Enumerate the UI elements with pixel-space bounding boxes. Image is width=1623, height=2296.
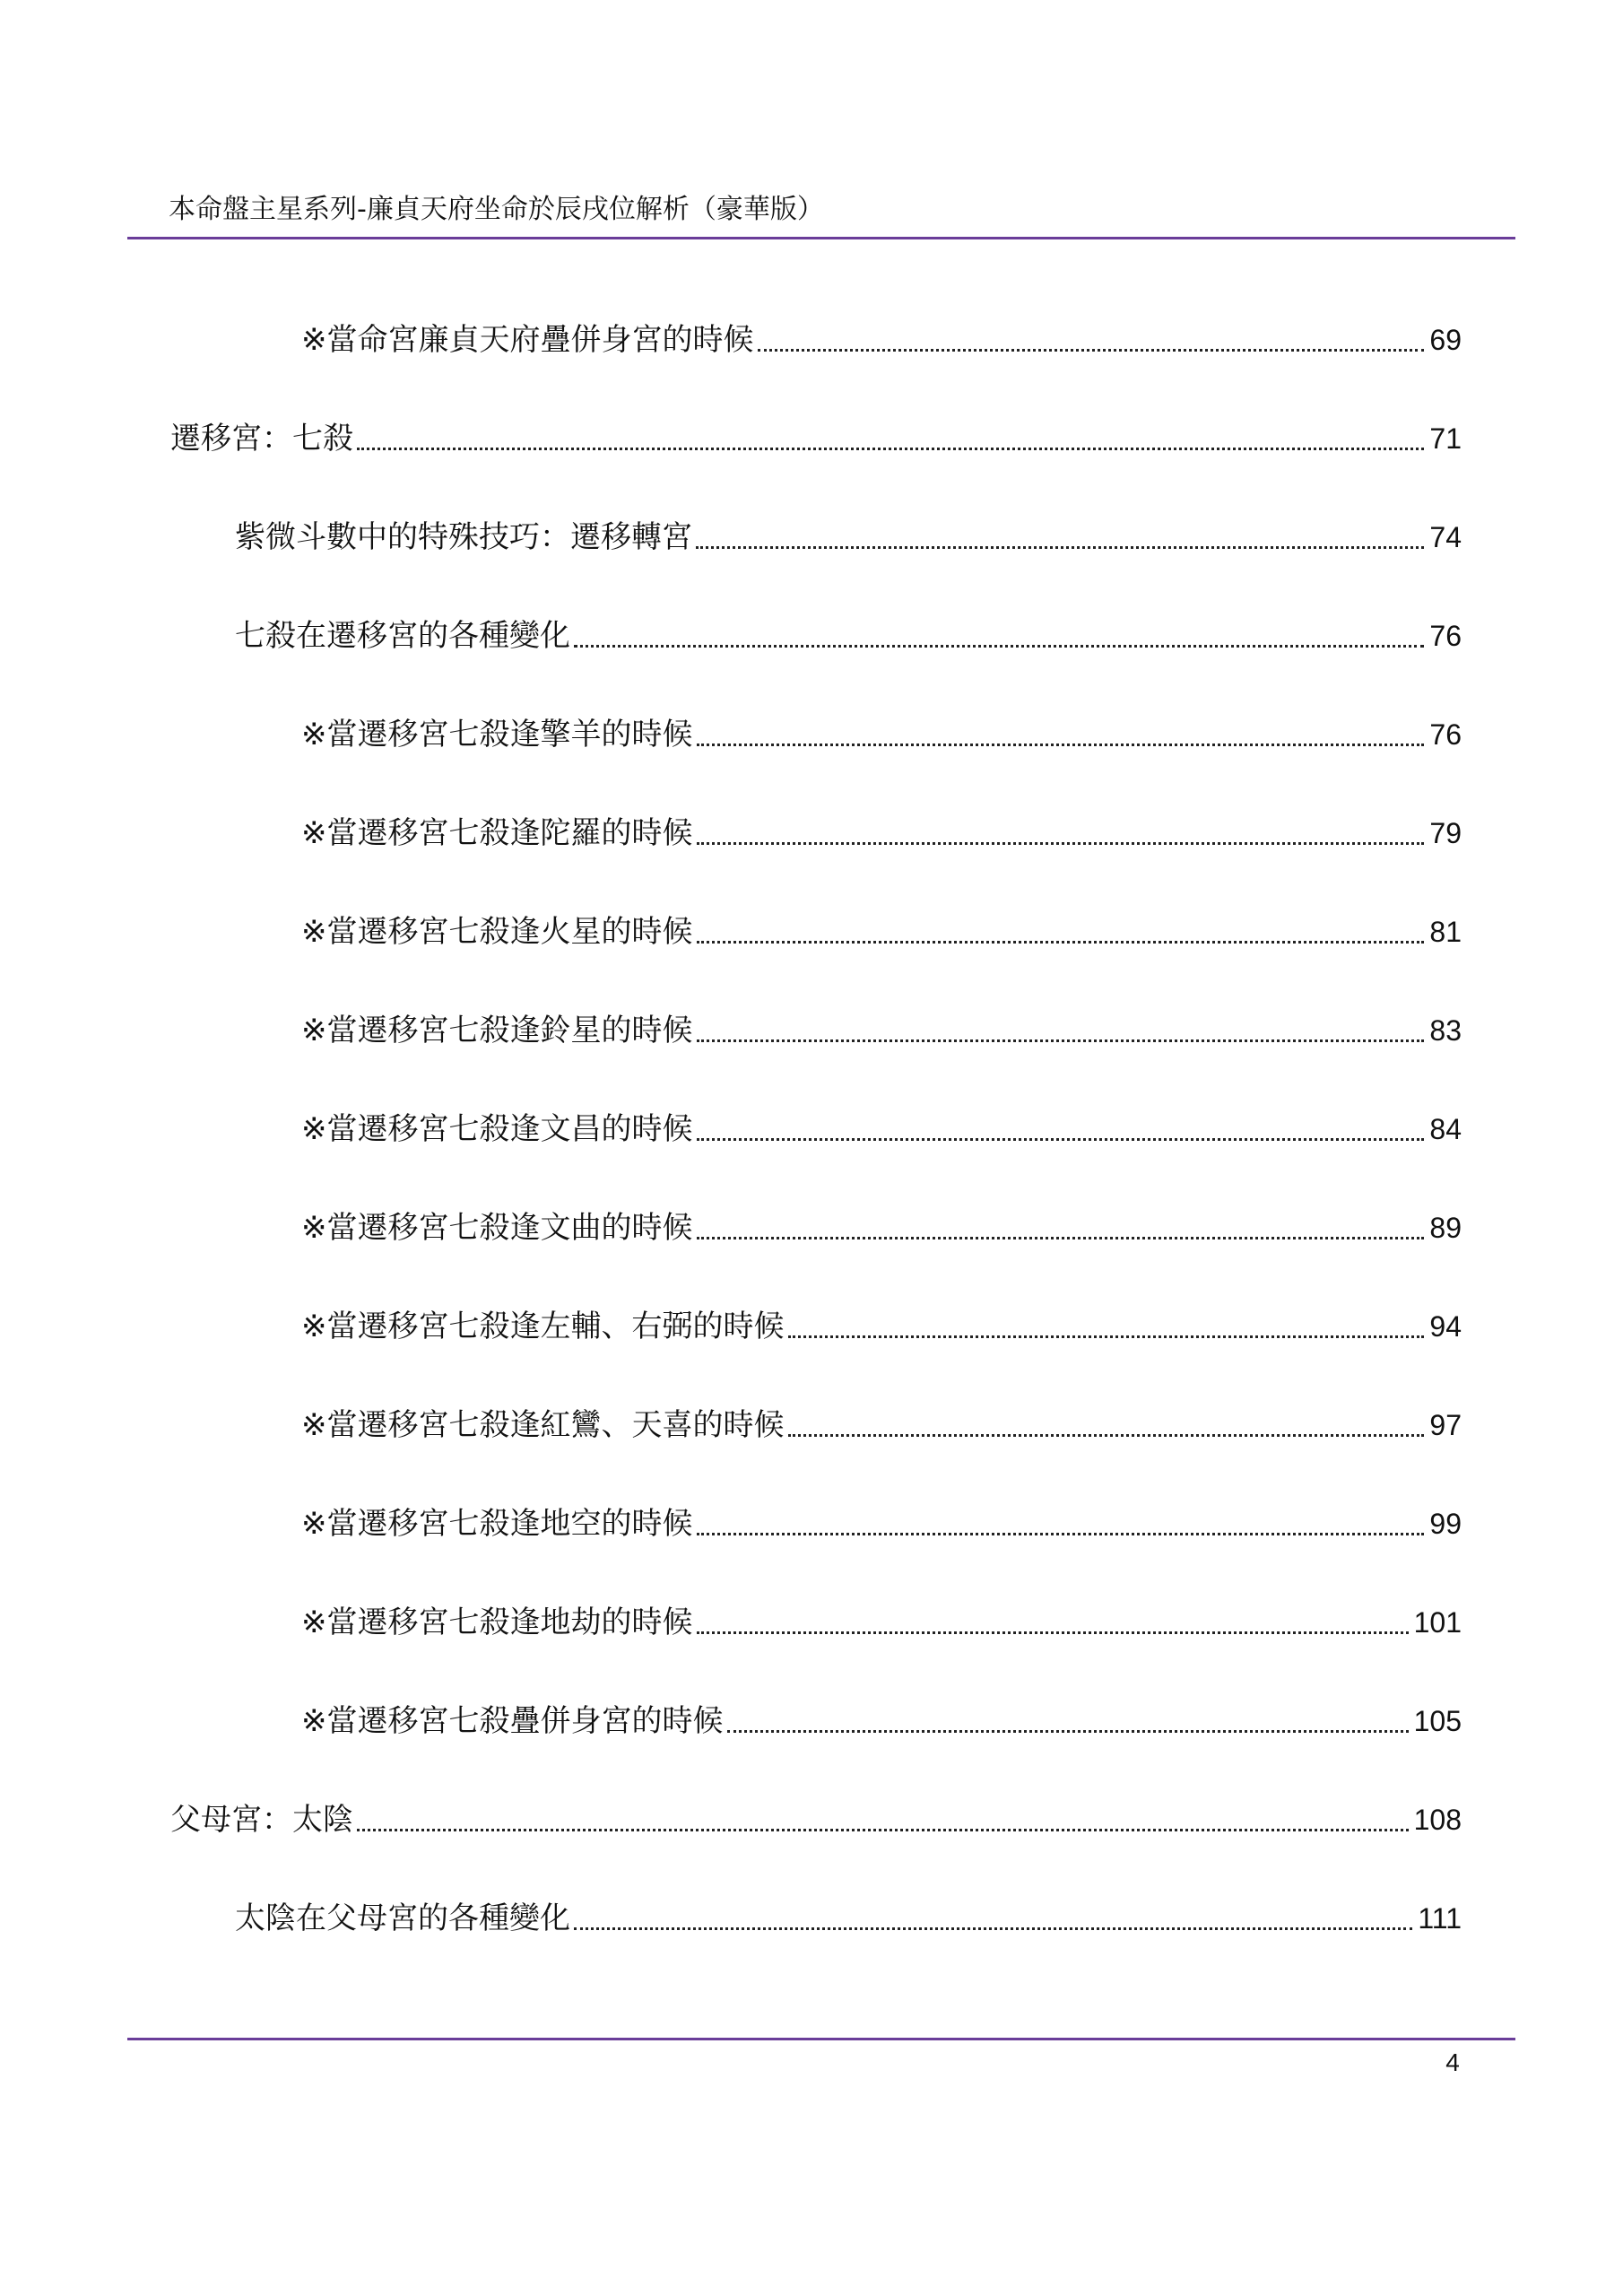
- toc-entry-title: 遷移宮：七殺: [170, 421, 353, 457]
- toc-entry[interactable]: [301, 712, 1462, 757]
- toc-entry-page: 76: [1429, 620, 1462, 652]
- toc-entry[interactable]: [301, 909, 1462, 954]
- toc-entry[interactable]: [301, 1403, 1462, 1448]
- toc-entry-page: 84: [1429, 1113, 1462, 1145]
- toc-entry-page: 94: [1429, 1310, 1462, 1343]
- dot-leader: [697, 1533, 1425, 1535]
- dot-leader: [697, 744, 1425, 746]
- toc-entry-page: 97: [1429, 1409, 1462, 1441]
- toc-entry[interactable]: [170, 416, 1462, 461]
- toc-entry-title: ※當遷移宮七殺逢火星的時候: [301, 914, 693, 950]
- toc-entry[interactable]: [301, 1304, 1462, 1349]
- toc-entry-title: ※當遷移宮七殺逢鈴星的時候: [301, 1013, 693, 1048]
- toc-entry-title: ※當遷移宮七殺逢地劫的時候: [301, 1605, 693, 1640]
- toc-entry-title: 父母宮：太陰: [170, 1802, 353, 1838]
- toc-entry-page: 71: [1429, 422, 1462, 455]
- dot-leader: [574, 645, 1424, 648]
- dot-leader: [697, 1138, 1425, 1141]
- toc-entry[interactable]: [170, 1797, 1462, 1842]
- page-number: 4: [1445, 2048, 1460, 2076]
- toc-entry-title: ※當遷移宮七殺逢左輔、右弼的時候: [301, 1309, 785, 1344]
- toc-entry-title: ※當遷移宮七殺逢文昌的時候: [301, 1111, 693, 1147]
- dot-leader: [788, 1335, 1425, 1338]
- dot-leader: [697, 842, 1425, 845]
- toc-entry-page: 99: [1429, 1508, 1462, 1540]
- dot-leader: [727, 1730, 1409, 1733]
- toc-entry[interactable]: [301, 1008, 1462, 1053]
- toc-entry-page: 89: [1429, 1212, 1462, 1244]
- toc-entry[interactable]: [301, 811, 1462, 856]
- toc-entry[interactable]: [235, 613, 1462, 658]
- toc-entry[interactable]: [301, 1501, 1462, 1546]
- toc-entry-title: 紫微斗數中的特殊技巧：遷移轉宮: [235, 519, 692, 555]
- toc-entry-page: 69: [1429, 324, 1462, 356]
- toc-entry[interactable]: [301, 1107, 1462, 1152]
- toc-entry-page: 76: [1429, 718, 1462, 751]
- dot-leader: [697, 1039, 1425, 1042]
- toc-entry-page: 111: [1418, 1902, 1462, 1935]
- dot-leader: [357, 1829, 1409, 1831]
- toc-entry-title: 七殺在遷移宮的各種變化: [235, 618, 570, 654]
- toc-entry[interactable]: [235, 1896, 1462, 1941]
- dot-leader: [758, 349, 1425, 352]
- toc-entry-title: ※當遷移宮七殺逢紅鸞、天喜的時候: [301, 1407, 785, 1443]
- toc-entry[interactable]: [235, 515, 1462, 560]
- running-header-title: 本命盤主星系列-廉貞天府坐命於辰戌位解析（豪華版）: [169, 194, 824, 225]
- toc-entry[interactable]: [301, 1699, 1462, 1744]
- toc-entry-page: 108: [1413, 1804, 1462, 1836]
- toc-entry-page: 79: [1429, 817, 1462, 849]
- toc-entry[interactable]: [301, 1205, 1462, 1250]
- dot-leader: [697, 941, 1425, 944]
- dot-leader: [696, 546, 1424, 549]
- toc-entry-page: 101: [1413, 1606, 1462, 1639]
- toc-entry-page: 74: [1429, 521, 1462, 553]
- toc-entry-title: ※當遷移宮七殺逢擎羊的時候: [301, 717, 693, 752]
- dot-leader: [697, 1237, 1425, 1239]
- toc-entry-title: ※當遷移宮七殺逢地空的時候: [301, 1506, 693, 1542]
- toc-entry-title: ※當遷移宮七殺逢文曲的時候: [301, 1210, 693, 1246]
- dot-leader: [788, 1434, 1425, 1437]
- toc-entry-page: 83: [1429, 1014, 1462, 1047]
- toc-entry-title: 太陰在父母宮的各種變化: [235, 1900, 570, 1936]
- footer-divider: [127, 2038, 1515, 2040]
- toc-entry-title: ※當遷移宮七殺逢陀羅的時候: [301, 815, 693, 851]
- toc-entry[interactable]: [301, 1600, 1462, 1645]
- toc-entry-page: 105: [1413, 1705, 1462, 1737]
- toc-entry-page: 81: [1429, 916, 1462, 948]
- dot-leader: [574, 1927, 1412, 1930]
- dot-leader: [697, 1631, 1409, 1634]
- toc-entry-title: ※當遷移宮七殺疊併身宮的時候: [301, 1703, 724, 1739]
- dot-leader: [357, 448, 1424, 450]
- toc-entry[interactable]: [301, 317, 1462, 362]
- toc-entry-title: ※當命宮廉貞天府疊併身宮的時候: [301, 322, 754, 358]
